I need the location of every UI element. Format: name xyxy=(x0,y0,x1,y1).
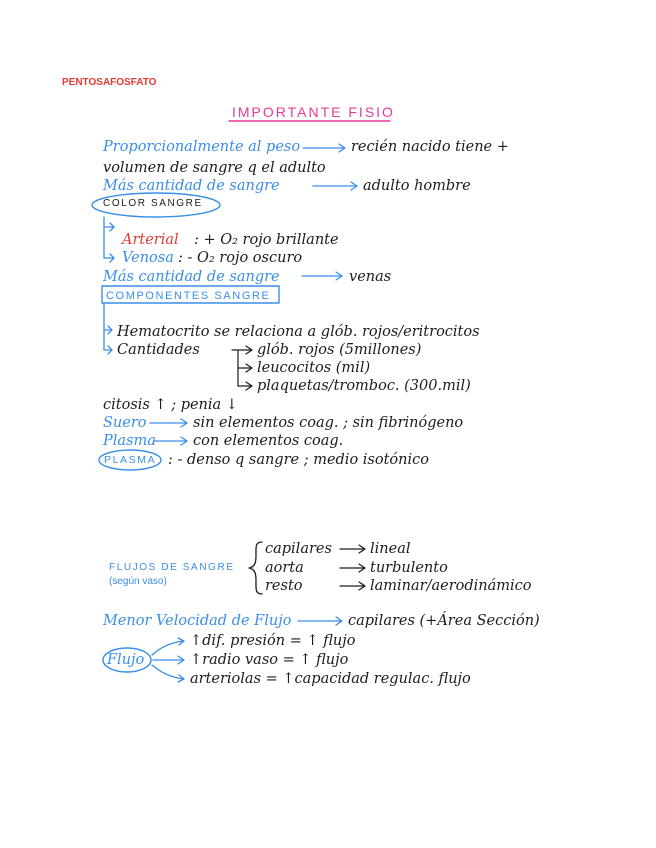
veins-text: venas xyxy=(349,269,392,285)
arrow-icon xyxy=(150,419,187,427)
flujo-item: arteriolas = ↑capacidad regulac. flujo xyxy=(190,671,471,687)
color-box-label: COLOR SANGRE xyxy=(103,198,203,209)
hematocrito-text: Hematocrito se relaciona a glób. rojos/eritrocitos xyxy=(117,324,480,340)
flujo-vessel: capilares xyxy=(265,541,332,557)
suero-label: Suero xyxy=(103,415,147,431)
flujo-type: laminar/aerodinámico xyxy=(370,578,532,594)
flujo-vessel: resto xyxy=(265,578,303,594)
plasma-box-text: : - denso q sangre ; medio isotónico xyxy=(168,452,429,468)
citosis-text: citosis ↑ ; penia ↓ xyxy=(103,397,238,413)
section-tag: PENTOSAFOSFATO xyxy=(62,77,157,88)
adult-male-text: adulto hombre xyxy=(363,178,471,194)
page-title: IMPORTANTE FISIO xyxy=(232,104,395,120)
branch-line xyxy=(232,346,252,390)
flujo-box-label: Flujo xyxy=(107,652,145,668)
arrow-icon xyxy=(298,617,342,625)
arrow-icon xyxy=(340,582,365,590)
arrow-icon xyxy=(153,656,184,664)
arrow-icon xyxy=(152,638,184,655)
branch-line xyxy=(104,304,112,354)
flujo-type: lineal xyxy=(370,541,411,557)
arrow-icon xyxy=(303,144,345,152)
plasma-box-label: PLASMA xyxy=(104,454,157,466)
proportional-label: Proporcionalmente al peso xyxy=(103,139,301,155)
component-item: plaquetas/tromboc. (300.mil) xyxy=(257,378,471,394)
arrow-icon xyxy=(152,665,184,682)
newborn-text: recién nacido tiene + xyxy=(351,139,509,155)
flujo-type: turbulento xyxy=(370,560,448,576)
arrow-icon xyxy=(154,437,187,445)
flujo-vessel: aorta xyxy=(265,560,304,576)
cantidades-text: Cantidades xyxy=(117,342,200,358)
component-item: leucocitos (mil) xyxy=(257,360,371,376)
arrow-icon xyxy=(340,564,365,572)
plasma-text: con elementos coag. xyxy=(193,433,344,449)
velocidad-label: Menor Velocidad de Flujo xyxy=(103,613,292,629)
flujos-title: FLUJOS DE SANGRE xyxy=(109,562,235,573)
velocidad-text: capilares (+Área Sección) xyxy=(348,613,540,629)
arrow-icon xyxy=(313,182,357,190)
component-item: glób. rojos (5millones) xyxy=(257,342,422,358)
plasma-label: Plasma xyxy=(103,433,156,449)
components-box-label: COMPONENTES SANGRE xyxy=(106,290,271,302)
volume-text: volumen de sangre q el adulto xyxy=(103,160,326,176)
more-blood-label-2: Más cantidad de sangre xyxy=(103,269,280,285)
branch-line xyxy=(104,217,114,262)
flujos-subtitle: (según vaso) xyxy=(109,576,167,587)
venosa-label: Venosa xyxy=(122,250,174,266)
flujo-item: ↑dif. presión = ↑ flujo xyxy=(190,633,356,649)
arrow-icon xyxy=(340,545,365,553)
arrow-icon xyxy=(302,272,342,280)
brace xyxy=(249,542,262,594)
venosa-text: : - O₂ rojo oscuro xyxy=(178,250,303,266)
flujo-item: ↑radio vaso = ↑ flujo xyxy=(190,652,349,668)
suero-text: sin elementos coag. ; sin fibrinógeno xyxy=(193,415,464,431)
more-blood-label: Más cantidad de sangre xyxy=(103,178,280,194)
arterial-text: : + O₂ rojo brillante xyxy=(194,232,339,248)
arterial-label: Arterial xyxy=(122,232,179,248)
